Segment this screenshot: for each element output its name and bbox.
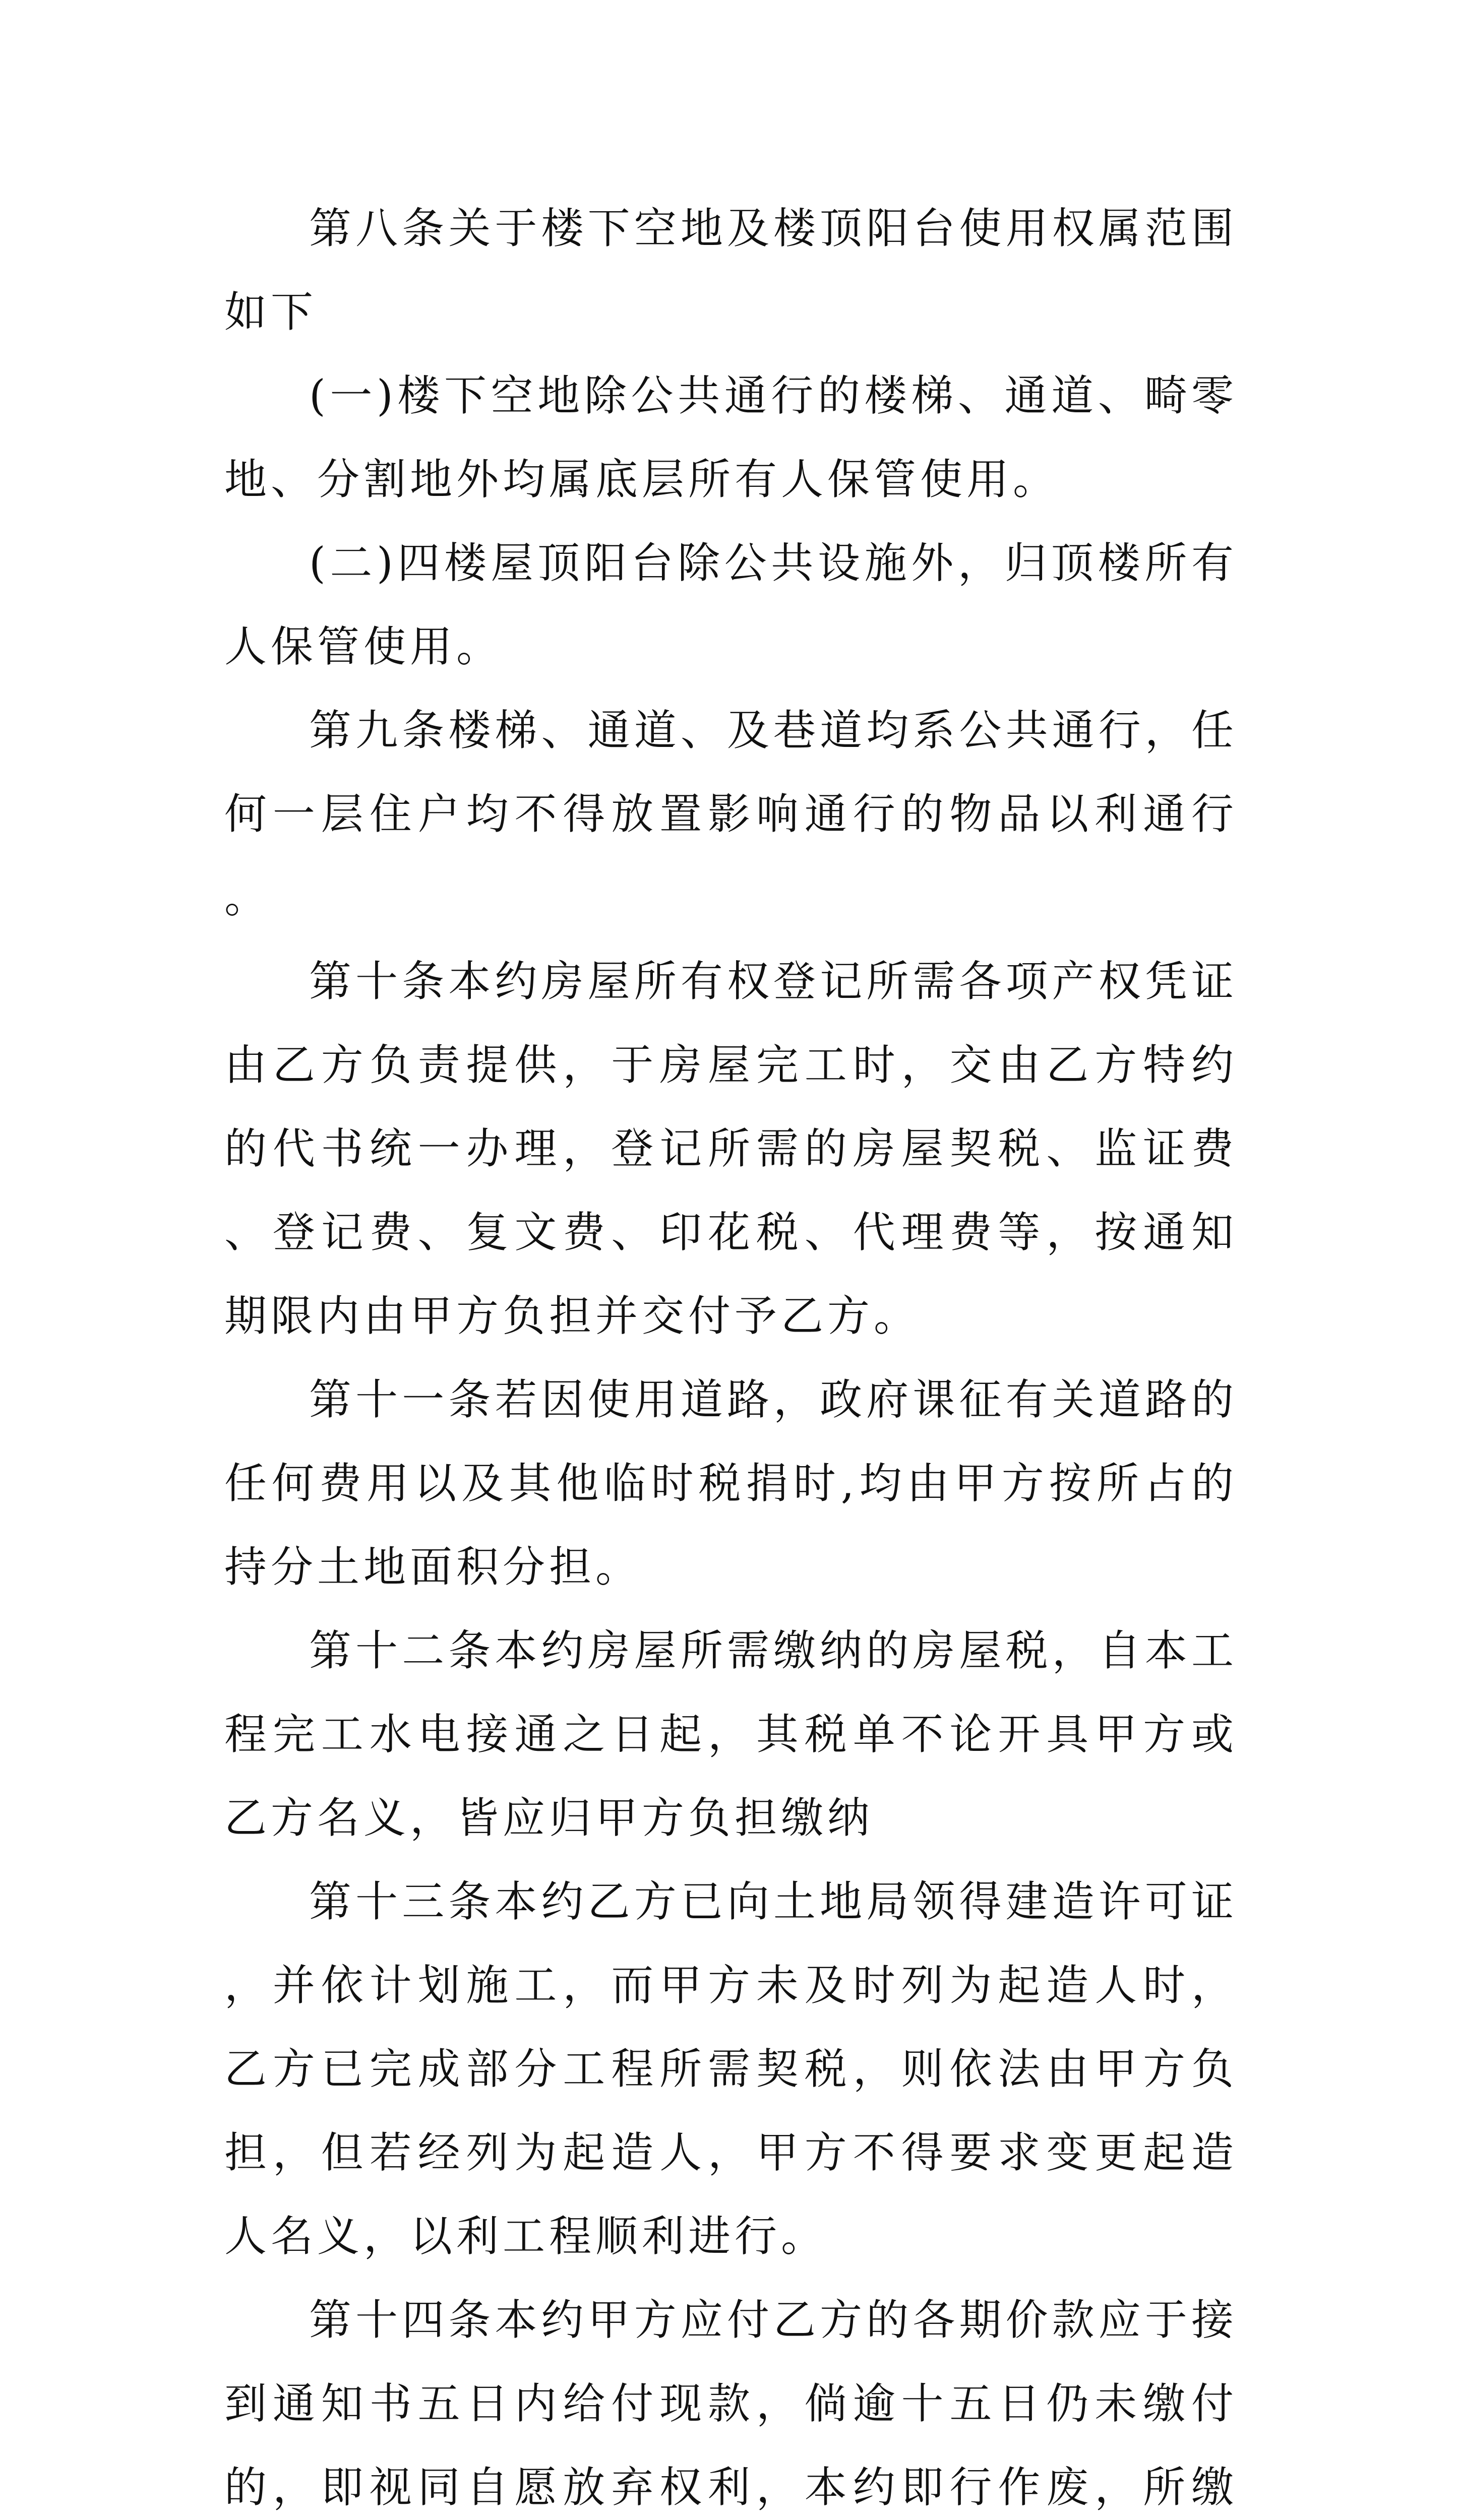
- paragraph-article-9: 第九条楼梯、通道、及巷道均系公共通行，任何一层住户均不得放置影响通行的物品以利通行。: [224, 706, 1238, 922]
- paragraph-article-14: 第十四条本约甲方应付乙方的各期价款应于接到通知书五日内给付现款，倘逾十五日仍未缴付的，即视同自愿放弃权利，本约即行作废，所缴: [224, 2295, 1238, 2512]
- paragraph-article-8-item-2: (二)四楼屋顶阳台除公共设施外，归顶楼所有人保管使用。: [224, 538, 1238, 671]
- paragraph-article-13: 第十三条本约乙方已向土地局领得建造许可证，并依计划施工，而甲方未及时列为起造人时，乙方已完成部分工程所需契税，则依法由甲方负担，但若经列为起造人，甲方不得要求变更起造人名义，以利工程顺利进行。: [224, 1877, 1238, 2261]
- paragraph-article-10: 第十条本约房屋所有权登记所需各项产权凭证由乙方负责提供，于房屋完工时，交由乙方特约的代书统一办理，登记所需的房屋契税、监证费、登记费、复文费、印花税、代理费等，按通知期限内由甲方负担并交付予乙方。: [224, 957, 1238, 1341]
- paragraph-article-8-item-1: (一)楼下空地除公共通行的楼梯、通道、畸零地、分割地外均属底层所有人保管使用。: [224, 371, 1238, 504]
- paragraph-article-12: 第十二条本约房屋所需缴纳的房屋税，自本工程完工水电接通之日起，其税单不论开具甲方或乙方名义，皆应归甲方负担缴纳: [224, 1626, 1238, 1843]
- paragraph-article-11: 第十一条若因使用道路，政府课征有关道路的任何费用以及其他临时税捐时,均由甲方按所占的持分土地面积分担。: [224, 1375, 1238, 1592]
- paragraph-article-8: 第八条关于楼下空地及楼顶阳台使用权属范围如下: [224, 204, 1238, 337]
- document-body: [224, 186, 1238, 2520]
